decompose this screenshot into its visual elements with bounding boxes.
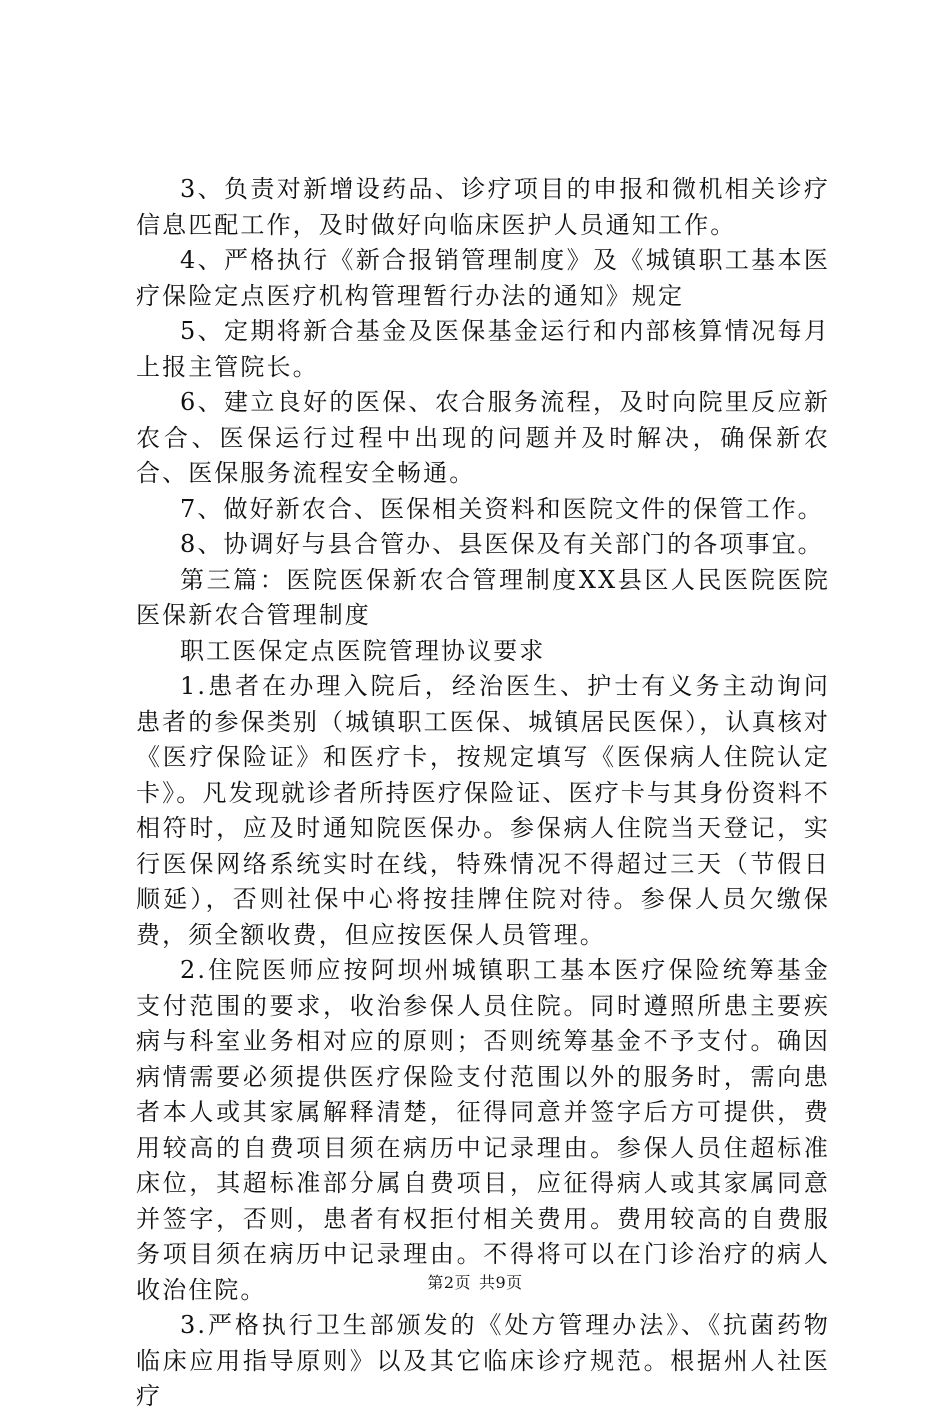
page-number: 第2页 [427,1273,471,1292]
agreement-clause-1: 1.患者在办理入院后，经治医生、护士有义务主动询问患者的参保类别（城镇职工医保、城镇居民医保），认真核对《医疗保险证》和医疗卡，按规定填写《医保病人住院认定卡》。凡发现就诊者所持医疗保险证、医疗卡与其身份资料不相符时，应及时通知院医保办。参保病人住院当天登记，实行医保网络系统实时在线，特殊情况不得超过三天（节假日顺延），否则社保中心将按挂牌住院对待。参保人员欠缴保费，须全额收费，但应按医保人员管理。 [136,672,830,949]
page-total: 共9页 [479,1273,523,1292]
agreement-clause-3: 3.严格执行卫生部颁发的《处方管理办法》、《抗菌药物临床应用指导原则》以及其它临床诊疗规范。根据州人社医疗 [136,1311,830,1410]
document-body [136,172,830,1415]
paragraph-item-7: 7、做好新农合、医保相关资料和医院文件的保管工作。 [180,494,824,523]
page-footer [0,1270,950,1293]
paragraph-item-4: 4、严格执行《新合报销管理制度》及《城镇职工基本医疗保险定点医疗机构管理暂行办法的通知》规定 [136,246,830,310]
subsection-heading: 职工医保定点医院管理协议要求 [180,636,546,665]
section-heading: 第三篇：医院医保新农合管理制度XX县区人民医院医院医保新农合管理制度 [136,565,830,629]
paragraph-item-6: 6、建立良好的医保、农合服务流程，及时向院里反应新农合、医保运行过程中出现的问题并及时解决，确保新农合、医保服务流程安全畅通。 [136,388,830,487]
paragraph-item-8: 8、协调好与县合管办、县医保及有关部门的各项事宜。 [180,530,824,558]
paragraph-item-5: 5、定期将新合基金及医保基金运行和内部核算情况每月上报主管院长。 [136,317,830,381]
agreement-clause-2: 2.住院医师应按阿坝州城镇职工基本医疗保险统筹基金支付范围的要求，收治参保人员住院。同时遵照所患主要疾病与科室业务相对应的原则；否则统筹基金不予支付。确因病情需要必须提供医疗保险支付范围以外的服务时，需向患者本人或其家属解释清楚，征得同意并签字后方可提供，费用较高的自费项目须在病历中记录理由。参保人员住超标准床位，其超标准部分属自费项目，应征得病人或其家属同意并签字，否则，患者有权拒付相关费用。费用较高的自费服务项目须在病历中记录理由。不得将可以在门诊治疗的病人收治住院。 [136,956,830,1304]
paragraph-item-3: 3、负责对新增设药品、诊疗项目的申报和微机相关诊疗信息匹配工作，及时做好向临床医护人员通知工作。 [136,175,830,239]
